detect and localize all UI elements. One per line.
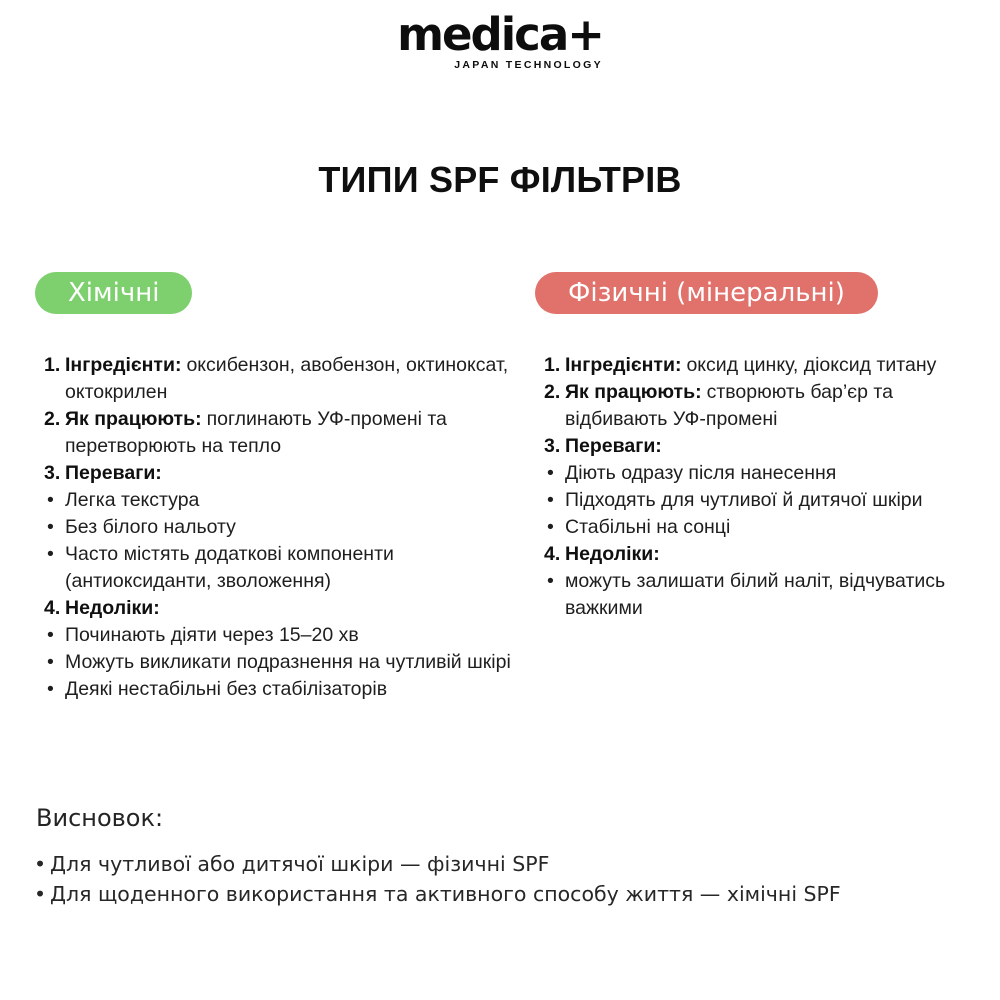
conclusion-item [34,879,974,909]
list-item [44,649,513,676]
item-value: Підходять для чутливої й дитячої шкіри [565,489,923,511]
list-item [544,541,980,568]
item-label: Переваги: [65,462,162,484]
bullet-icon: • [547,516,554,538]
item-label: Недоліки: [65,597,160,619]
item-text [565,433,980,460]
conclusion-text: Для чутливої або дитячої шкіри — фізичні SPF [50,851,550,876]
item-value: оксид цинку, діоксид титану [686,354,937,376]
item-value: Легка текстура [65,489,200,511]
item-text [65,622,513,649]
list-item [44,487,513,514]
item-value: Можуть викликати подразнення на чутливій шкірі [65,651,511,673]
list-item [544,352,980,379]
list-item [44,514,513,541]
conclusion-item [34,849,974,879]
item-value: поглинають УФ-промені та перетворюють на тепло [65,408,447,457]
column-chemical [35,272,513,703]
physical-list [535,352,980,622]
item-value: Деякі нестабільні без стабілізаторів [65,678,388,700]
bullet-icon: • [47,624,54,646]
list-item [544,487,980,514]
item-text [565,487,980,514]
item-text [65,541,513,595]
physical-header-pill: Фізичні (мінеральні) [535,272,878,314]
comparison-columns [35,272,980,703]
list-item [44,622,513,649]
list-item [44,352,513,406]
item-number: 2. [44,408,61,430]
brand-logo [397,8,603,71]
item-text [65,595,513,622]
item-number: 3. [44,462,61,484]
item-text [65,676,513,703]
list-item [44,460,513,487]
item-text [565,541,980,568]
item-value: Стабільні на сонці [565,516,731,538]
item-text [65,460,513,487]
logo-tagline: JAPAN TECHNOLOGY [454,59,603,71]
list-item [544,460,980,487]
item-text [565,352,980,379]
item-number: 1. [44,354,61,376]
list-item [544,379,980,433]
item-text [65,487,513,514]
bullet-icon: • [547,489,554,511]
conclusion-section [34,804,974,909]
logo-wordmark: medica+ [397,8,603,61]
item-label: Як працюють: [65,408,202,430]
item-number: 2. [544,381,561,403]
item-number: 1. [544,354,561,376]
page-title: ТИПИ SPF ФІЛЬТРІВ [318,159,682,200]
item-text [65,514,513,541]
item-value: створюють бар’єр та відбивають УФ-промені [565,381,893,430]
chemical-list [35,352,513,703]
item-value: Діють одразу після нанесення [565,462,837,484]
bullet-icon: • [47,489,54,511]
conclusion-list [34,849,974,909]
item-label: Недоліки: [565,543,660,565]
conclusion-heading: Висновок: [36,804,164,832]
item-text [565,568,980,622]
item-value: Без білого нальоту [65,516,236,538]
list-item [44,676,513,703]
bullet-icon: • [547,462,554,484]
item-number: 4. [44,597,61,619]
list-item [44,406,513,460]
list-item [44,541,513,595]
bullet-icon: • [47,678,54,700]
item-text [565,514,980,541]
item-label: Інгредієнти: [565,354,682,376]
item-text [565,379,980,433]
list-item [44,595,513,622]
item-label: Як працюють: [565,381,702,403]
item-text [65,406,513,460]
bullet-icon: • [47,651,54,673]
list-item [544,568,980,622]
item-label: Інгредієнти: [65,354,182,376]
bullet-icon: • [547,570,554,592]
bullet-icon: • [47,543,54,565]
chemical-header-pill: Хімічні [35,272,192,314]
item-text [65,352,513,406]
item-value: можуть залишати білий наліт, відчуватись важкими [565,570,946,619]
column-physical [535,272,980,703]
item-number: 4. [544,543,561,565]
list-item [544,433,980,460]
bullet-icon: • [34,851,47,876]
conclusion-text: Для щоденного використання та активного способу життя — хімічні SPF [50,881,841,906]
bullet-icon: • [47,516,54,538]
item-value: оксибензон, авобензон, октиноксат, октокрилен [65,354,509,403]
item-value: Часто містять додаткові компоненти (антиоксиданти, зволоження) [65,543,394,592]
item-value: Починають діяти через 15–20 хв [65,624,359,646]
list-item [544,514,980,541]
bullet-icon: • [34,881,47,906]
item-text [565,460,980,487]
item-label: Переваги: [565,435,662,457]
item-number: 3. [544,435,561,457]
item-text [65,649,513,676]
